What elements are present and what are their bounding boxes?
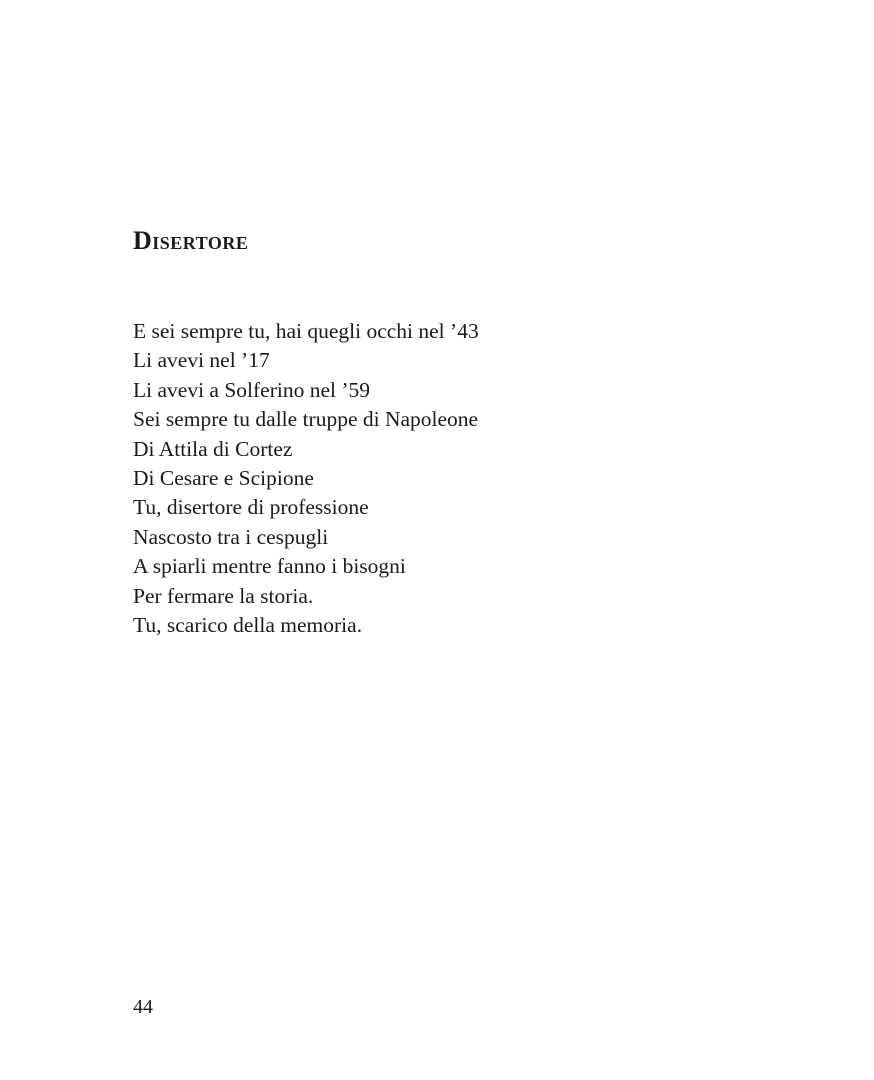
poem-line: Di Attila di Cortez <box>133 436 293 461</box>
poem-title: Disertore <box>133 226 249 255</box>
poem-line: Per fermare la storia. <box>133 583 314 608</box>
poem-line: Sei sempre tu dalle truppe di Napoleone <box>133 407 479 432</box>
poem-line: Di Cesare e Scipione <box>133 465 314 490</box>
poem-line: Li avevi nel ’17 <box>133 348 270 373</box>
page-number: 44 <box>133 996 153 1018</box>
poem-line: Nascosto tra i cespugli <box>133 524 329 549</box>
poem-body <box>133 317 479 640</box>
poem-line: Tu, scarico della memoria. <box>133 612 363 637</box>
poem-line: Li avevi a Solferino nel ’59 <box>133 377 371 402</box>
poem-line: A spiarli mentre fanno i bisogni <box>133 554 406 579</box>
poem-line: E sei sempre tu, hai quegli occhi nel ’43 <box>133 319 479 343</box>
poem-line: Tu, disertore di professione <box>133 495 369 520</box>
